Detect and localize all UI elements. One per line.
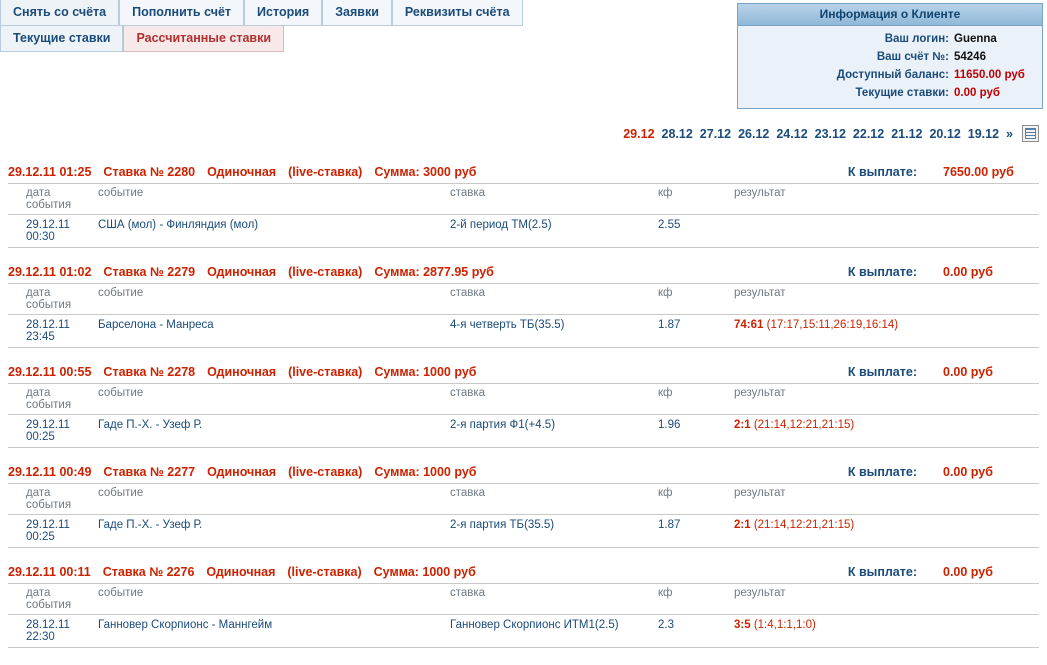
bet-kind: (live-ставка): [288, 265, 363, 279]
client-info-row: [738, 48, 1036, 66]
client-login-value: Guenna: [954, 33, 997, 45]
column-header-stake: ставка: [450, 587, 486, 599]
bet-number: Ставка № 2279: [103, 265, 196, 279]
bet-header: [8, 365, 1039, 384]
date-filter-strip: [623, 125, 1039, 142]
nav-item-withdraw[interactable]: Снять со счёта: [0, 0, 119, 26]
event-date: 29.12.11 00:25: [26, 419, 70, 443]
nav-item-account-details[interactable]: Реквизиты счёта: [392, 0, 523, 26]
result-detail: (21:14,12:21,21:15): [753, 419, 855, 431]
bet-time: 29.12.11 01:02: [8, 265, 92, 279]
nav-item-history[interactable]: История: [244, 0, 322, 26]
column-header-koef: кф: [658, 487, 673, 499]
result-score: 3:5: [734, 619, 751, 631]
result-detail: (1:4,1:1,1:0): [753, 619, 816, 631]
payout-label: К выплате:: [847, 265, 917, 279]
event-stake: 2-я партия ТБ(35.5): [450, 519, 555, 531]
nav-item-current-bets[interactable]: Текущие ставки: [0, 26, 123, 52]
next-dates-arrow[interactable]: »: [1006, 126, 1013, 141]
client-account-value: 54246: [954, 51, 986, 63]
bet-kind: (live-ставка): [288, 165, 363, 179]
client-balance-value: 11650.00 руб: [954, 69, 1025, 81]
date-link[interactable]: 19.12: [967, 126, 1000, 141]
bet-column-headers: [8, 384, 1039, 415]
table-row: [8, 315, 1039, 348]
column-header-result: результат: [734, 387, 786, 399]
bet-header: [8, 265, 1039, 284]
event-name: США (мол) - Финляндия (мол): [98, 219, 259, 231]
event-stake: Ганновер Скорпионс ИТМ1(2.5): [450, 619, 619, 631]
bet-sum: Сумма: 1000 руб: [374, 465, 477, 479]
payout-value: 0.00 руб: [943, 565, 993, 579]
column-header-date: дата события: [26, 387, 72, 411]
event-date: 29.12.11 00:25: [26, 519, 70, 543]
bet-time: 29.12.11 01:25: [8, 165, 92, 179]
bet-block: [0, 465, 1047, 548]
bet-column-headers: [8, 484, 1039, 515]
column-header-result: результат: [734, 187, 786, 199]
bet-block: [0, 265, 1047, 348]
bet-block: [0, 365, 1047, 448]
table-row: [8, 515, 1039, 548]
column-header-event: событие: [98, 487, 144, 499]
event-result: [734, 319, 1039, 331]
result-score: 74:61: [734, 319, 764, 331]
bet-number: Ставка № 2277: [103, 465, 196, 479]
payout-label: К выплате:: [847, 565, 917, 579]
payout-value: 0.00 руб: [943, 365, 993, 379]
column-header-event: событие: [98, 587, 144, 599]
event-name: Ганновер Скорпионс - Маннгейм: [98, 619, 273, 631]
bet-column-headers: [8, 284, 1039, 315]
event-name: Барселона - Манреса: [98, 319, 214, 331]
date-link[interactable]: 24.12: [776, 126, 808, 141]
client-info-row: [738, 30, 1036, 48]
date-link[interactable]: 22.12: [852, 126, 885, 141]
bet-sum: Сумма: 2877.95 руб: [374, 265, 494, 279]
result-score: 2:1: [734, 419, 751, 431]
column-header-koef: кф: [658, 587, 673, 599]
client-login-label: Ваш логин:: [884, 33, 949, 45]
bet-block: [0, 165, 1047, 248]
bet-type: Одиночная: [207, 365, 277, 379]
client-info-row: [738, 66, 1036, 84]
date-link[interactable]: 23.12: [814, 126, 846, 141]
bet-header: [8, 165, 1039, 184]
date-link[interactable]: 27.12: [699, 126, 732, 141]
column-header-stake: ставка: [450, 487, 486, 499]
bet-time: 29.12.11 00:55: [8, 365, 92, 379]
column-header-event: событие: [98, 287, 144, 299]
table-row: [8, 615, 1039, 648]
event-koef: 2.55: [658, 219, 681, 231]
client-info-row: [738, 84, 1036, 102]
nav-item-deposit[interactable]: Пополнить счёт: [119, 0, 244, 26]
event-koef: 1.96: [658, 419, 681, 431]
client-info-title: Информация о Клиенте: [738, 4, 1042, 26]
event-koef: 2.3: [658, 619, 674, 631]
bet-column-headers: [8, 184, 1039, 215]
nav-row-secondary: [0, 26, 480, 52]
event-stake: 2-я партия Ф1(+4.5): [450, 419, 556, 431]
column-header-date: дата события: [26, 287, 72, 311]
event-date: 28.12.11 22:30: [26, 619, 70, 643]
event-koef: 1.87: [658, 319, 681, 331]
event-stake: 2-й период ТМ(2.5): [450, 219, 552, 231]
bet-number: Ставка № 2276: [102, 565, 195, 579]
client-current-bets-label: Текущие ставки:: [855, 87, 949, 99]
column-header-koef: кф: [658, 287, 673, 299]
event-date: 28.12.11 23:45: [26, 319, 70, 343]
payout-value: 0.00 руб: [943, 465, 993, 479]
nav-row-primary: [0, 0, 510, 26]
column-header-event: событие: [98, 387, 144, 399]
column-header-stake: ставка: [450, 387, 486, 399]
date-link[interactable]: 20.12: [929, 126, 961, 141]
payout-label: К выплате:: [847, 365, 917, 379]
event-result: [734, 519, 1039, 531]
event-name: Гаде П.-Х. - Узеф Р.: [98, 519, 203, 531]
result-detail: (17:17,15:11,26:19,16:14): [766, 319, 899, 331]
payout-label: К выплате:: [847, 165, 917, 179]
bet-type: Одиночная: [207, 265, 277, 279]
event-result: [734, 419, 1039, 431]
bet-kind: (live-ставка): [287, 565, 362, 579]
nav-item-settled-bets[interactable]: Рассчитанные ставки: [123, 26, 284, 52]
event-result: [734, 619, 1039, 631]
bet-time: 29.12.11 00:49: [8, 465, 92, 479]
column-header-event: событие: [98, 187, 144, 199]
column-header-stake: ставка: [450, 287, 486, 299]
table-row: [8, 415, 1039, 448]
column-header-koef: кф: [658, 387, 673, 399]
result-score: 2:1: [734, 519, 751, 531]
column-header-result: результат: [734, 287, 786, 299]
date-link[interactable]: 26.12: [738, 126, 770, 141]
bet-block: [0, 565, 1047, 648]
column-header-result: результат: [734, 587, 786, 599]
date-link[interactable]: 29.12: [623, 126, 655, 141]
event-date: 29.12.11 00:30: [26, 219, 70, 243]
bet-header: [8, 465, 1039, 484]
bet-type: Одиночная: [207, 465, 277, 479]
bet-sum: Сумма: 3000 руб: [374, 165, 477, 179]
client-info-panel: [737, 3, 1043, 109]
event-name: Гаде П.-Х. - Узеф Р.: [98, 419, 203, 431]
date-link[interactable]: 28.12: [661, 126, 693, 141]
client-balance-label: Доступный баланс:: [836, 69, 949, 81]
bet-kind: (live-ставка): [288, 365, 363, 379]
column-header-date: дата события: [26, 487, 72, 511]
column-header-koef: кф: [658, 187, 673, 199]
date-link[interactable]: 21.12: [891, 126, 923, 141]
calendar-icon[interactable]: [1022, 125, 1039, 142]
client-current-bets-value: 0.00 руб: [954, 87, 1000, 99]
bet-sum: Сумма: 1000 руб: [374, 365, 477, 379]
bet-time: 29.12.11 00:11: [8, 565, 91, 579]
column-header-date: дата события: [26, 187, 72, 211]
payout-label: К выплате:: [847, 465, 917, 479]
nav-item-requests[interactable]: Заявки: [322, 0, 392, 26]
column-header-stake: ставка: [450, 187, 486, 199]
bet-column-headers: [8, 584, 1039, 615]
table-row: [8, 215, 1039, 248]
client-account-label: Ваш счёт №:: [876, 51, 949, 63]
column-header-result: результат: [734, 487, 786, 499]
payout-value: 0.00 руб: [943, 265, 993, 279]
event-stake: 4-я четверть ТБ(35.5): [450, 319, 565, 331]
bet-sum: Сумма: 1000 руб: [373, 565, 476, 579]
main-navigation: [0, 0, 510, 52]
event-koef: 1.87: [658, 519, 681, 531]
settled-bets-list: [0, 165, 1047, 665]
bet-type: Одиночная: [207, 165, 277, 179]
bet-type: Одиночная: [206, 565, 276, 579]
bet-kind: (live-ставка): [288, 465, 363, 479]
bet-header: [8, 565, 1039, 584]
client-info-rows: [738, 26, 1042, 108]
bet-number: Ставка № 2280: [103, 165, 196, 179]
payout-value: 7650.00 руб: [943, 165, 1014, 179]
result-detail: (21:14,12:21,21:15): [753, 519, 855, 531]
column-header-date: дата события: [26, 587, 72, 611]
bet-number: Ставка № 2278: [103, 365, 196, 379]
